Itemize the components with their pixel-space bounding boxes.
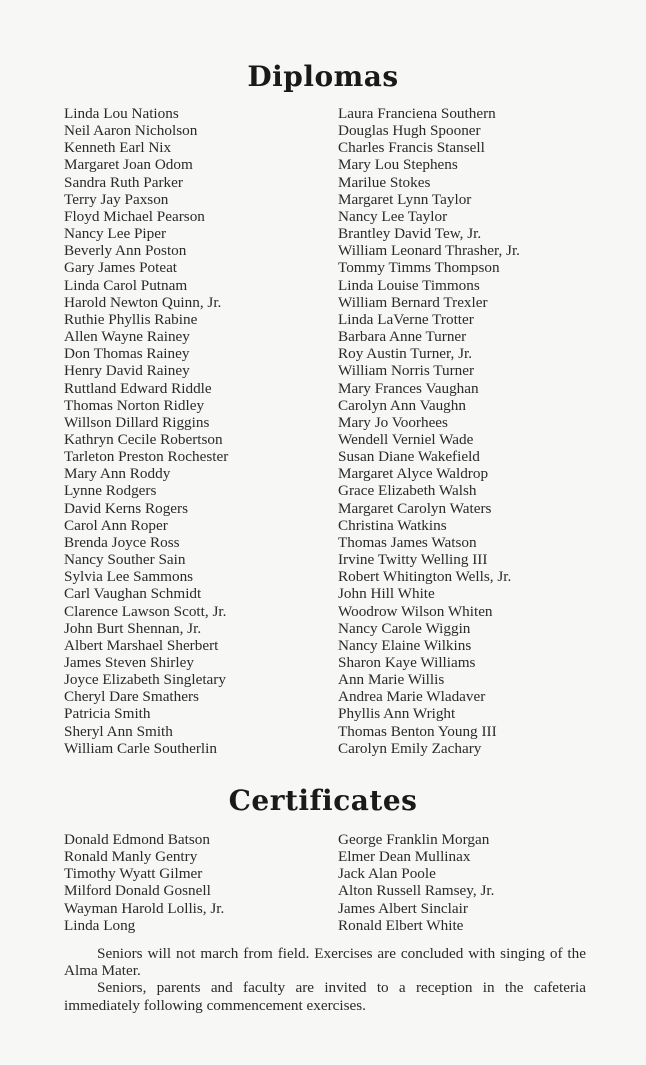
graduate-name: Margaret Joan Odom bbox=[64, 156, 193, 174]
graduate-name: John Burt Shennan, Jr. bbox=[64, 619, 202, 637]
graduate-name: Mary Lou Stephens bbox=[338, 156, 458, 174]
graduate-name: Sharon Kaye Williams bbox=[338, 654, 476, 671]
certificates-heading: Certificates bbox=[228, 784, 418, 817]
graduate-name: Ronald Manly Gentry bbox=[64, 848, 198, 866]
graduate-name: Ronald Elbert White bbox=[338, 916, 464, 934]
closing-notes bbox=[64, 945, 586, 1014]
graduate-name: James Albert Sinclair bbox=[338, 899, 468, 917]
graduate-name: Mary Jo Voorhees bbox=[338, 413, 448, 431]
graduate-name: Andrea Marie Wladaver bbox=[338, 688, 486, 706]
graduate-name: Grace Elizabeth Walsh bbox=[338, 482, 477, 500]
graduate-name: Milford Donald Gosnell bbox=[64, 882, 211, 900]
graduate-name: Timothy Wyatt Gilmer bbox=[64, 865, 203, 883]
graduate-name: Nancy Lee Piper bbox=[64, 225, 167, 243]
diplomas-left-column bbox=[64, 105, 228, 757]
graduate-name: Sheryl Ann Smith bbox=[64, 722, 173, 740]
graduate-name: Wendell Verniel Wade bbox=[338, 430, 474, 448]
graduate-name: Robert Whitington Wells, Jr. bbox=[338, 568, 512, 586]
graduate-name: Gary James Poteat bbox=[64, 259, 178, 277]
graduate-name: Irvine Twitty Welling III bbox=[338, 551, 488, 569]
graduate-name: Laura Franciena Southern bbox=[338, 105, 496, 122]
graduate-name: Douglas Hugh Spooner bbox=[338, 122, 481, 140]
graduate-name: Carol Ann Roper bbox=[64, 516, 168, 534]
graduate-name: Kathryn Cecile Robertson bbox=[64, 430, 223, 448]
graduate-name: Albert Marshael Sherbert bbox=[64, 636, 219, 654]
graduate-name: Thomas Norton Ridley bbox=[64, 396, 205, 414]
graduate-name: Mary Frances Vaughan bbox=[338, 379, 479, 397]
graduate-name: Christina Watkins bbox=[338, 516, 447, 534]
diplomas-heading: Diplomas bbox=[247, 60, 399, 93]
graduate-name: Cheryl Dare Smathers bbox=[64, 688, 199, 706]
certificates-right-column bbox=[338, 831, 494, 934]
graduate-name: Linda Louise Timmons bbox=[338, 276, 480, 294]
graduate-name: Joyce Elizabeth Singletary bbox=[64, 671, 226, 689]
diplomas-right-column bbox=[338, 105, 520, 757]
graduate-name: Margaret Alyce Waldrop bbox=[338, 465, 489, 483]
graduate-name: Allen Wayne Rainey bbox=[64, 328, 190, 346]
graduate-name: Carolyn Emily Zachary bbox=[338, 739, 482, 757]
graduate-name: Tommy Timms Thompson bbox=[338, 259, 500, 277]
graduate-name: Marilue Stokes bbox=[338, 173, 431, 191]
graduate-name: Ann Marie Willis bbox=[338, 671, 445, 689]
graduate-name: Barbara Anne Turner bbox=[338, 328, 467, 346]
graduate-name: Thomas Benton Young III bbox=[338, 722, 497, 740]
note-paragraph: Seniors, parents and faculty are invited to a reception in the cafeteria immediately following commencement exercises. bbox=[64, 979, 586, 1014]
graduate-name: Brenda Joyce Ross bbox=[64, 533, 180, 551]
graduate-name: Alton Russell Ramsey, Jr. bbox=[338, 882, 495, 900]
certificates-left-column bbox=[64, 831, 224, 934]
graduate-name: Ruttland Edward Riddle bbox=[64, 379, 212, 397]
graduate-name: Don Thomas Rainey bbox=[64, 345, 190, 363]
graduate-name: Terry Jay Paxson bbox=[64, 190, 169, 208]
graduate-name: Wayman Harold Lollis, Jr. bbox=[64, 899, 225, 917]
graduate-name: Linda Carol Putnam bbox=[64, 276, 188, 294]
graduate-name: Willson Dillard Riggins bbox=[64, 413, 210, 431]
graduate-name: William Norris Turner bbox=[338, 362, 475, 380]
graduate-name: Tarleton Preston Rochester bbox=[64, 448, 229, 466]
graduate-name: Neil Aaron Nicholson bbox=[64, 122, 198, 140]
graduate-name: Kenneth Earl Nix bbox=[64, 139, 172, 157]
graduate-name: David Kerns Rogers bbox=[64, 499, 189, 517]
graduate-name: Floyd Michael Pearson bbox=[64, 207, 205, 225]
graduate-name: Linda Long bbox=[64, 916, 136, 934]
graduate-name: Donald Edmond Batson bbox=[64, 831, 210, 848]
graduate-name: Margaret Lynn Taylor bbox=[338, 190, 472, 208]
graduate-name: Mary Ann Roddy bbox=[64, 465, 171, 483]
graduate-name: Woodrow Wilson Whiten bbox=[338, 602, 493, 620]
graduate-name: George Franklin Morgan bbox=[338, 831, 490, 848]
graduate-name: Carolyn Ann Vaughn bbox=[338, 396, 466, 414]
graduate-name: Susan Diane Wakefield bbox=[338, 448, 480, 466]
graduate-name: Sylvia Lee Sammons bbox=[64, 568, 194, 586]
graduate-name: Ruthie Phyllis Rabine bbox=[64, 310, 198, 328]
note-paragraph: Seniors will not march from field. Exercises are concluded with singing of the Alma Mater. bbox=[64, 945, 586, 980]
graduate-name: William Leonard Thrasher, Jr. bbox=[338, 242, 520, 260]
graduate-name: Nancy Carole Wiggin bbox=[338, 619, 471, 637]
graduate-name: James Steven Shirley bbox=[64, 654, 194, 671]
graduate-name: Thomas James Watson bbox=[338, 533, 477, 551]
graduate-name: Nancy Elaine Wilkins bbox=[338, 636, 472, 654]
graduate-name: Beverly Ann Poston bbox=[64, 242, 187, 260]
graduate-name: Charles Francis Stansell bbox=[338, 139, 485, 157]
graduate-name: Elmer Dean Mullinax bbox=[338, 848, 471, 866]
graduate-name: Harold Newton Quinn, Jr. bbox=[64, 293, 222, 311]
graduate-name: Patricia Smith bbox=[64, 705, 151, 723]
graduate-name: Phyllis Ann Wright bbox=[338, 705, 456, 723]
graduate-name: Jack Alan Poole bbox=[338, 865, 436, 883]
graduate-name: Nancy Lee Taylor bbox=[338, 207, 448, 225]
graduate-name: Carl Vaughan Schmidt bbox=[64, 585, 202, 603]
graduate-name: Nancy Souther Sain bbox=[64, 551, 186, 569]
graduate-name: Linda LaVerne Trotter bbox=[338, 310, 474, 328]
graduate-name: Sandra Ruth Parker bbox=[64, 173, 183, 191]
graduate-name: Clarence Lawson Scott, Jr. bbox=[64, 602, 227, 620]
graduate-name: William Carle Southerlin bbox=[64, 739, 217, 757]
graduate-name: Henry David Rainey bbox=[64, 362, 190, 380]
graduate-name: William Bernard Trexler bbox=[338, 293, 488, 311]
graduate-name: Lynne Rodgers bbox=[64, 482, 157, 500]
graduate-name: Linda Lou Nations bbox=[64, 105, 179, 122]
graduate-name: Margaret Carolyn Waters bbox=[338, 499, 492, 517]
graduate-name: Brantley David Tew, Jr. bbox=[338, 225, 482, 243]
graduate-name: John Hill White bbox=[338, 585, 435, 603]
graduate-name: Roy Austin Turner, Jr. bbox=[338, 345, 473, 363]
